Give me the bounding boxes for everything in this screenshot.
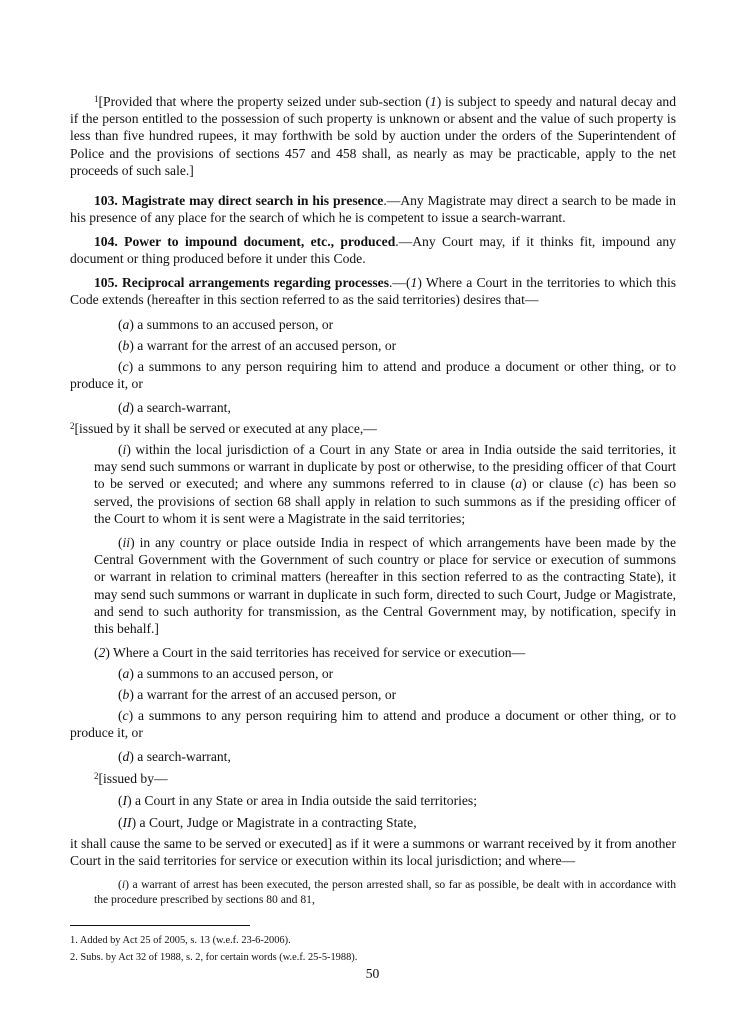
clause-small-i: (i) a warrant of arrest has been executed, the person arrested shall, so far as possible, be dealt with in accordance with the procedure prescribed by sections 80 and 81, — [94, 878, 676, 906]
issued-by: $^2$[issued by— — [94, 771, 168, 786]
footnote-marker: 2 — [70, 421, 75, 431]
footnote-marker: 2 — [94, 771, 99, 781]
section-heading: 104. Power to impound document, etc., produced — [94, 234, 396, 249]
footnote-marker: 1 — [94, 94, 99, 104]
list-item: (c) a summons to any person requiring him to attend and produce a document or other thing, or to produce it, or — [70, 359, 676, 392]
list-item: (c) a summons to any person requiring him to attend and produce a document or other thing, or to produce it, or — [70, 708, 676, 741]
section-heading: 105. Reciprocal arrangements regarding processes — [94, 275, 390, 290]
footnote-divider — [70, 925, 250, 926]
list-item: (I) a Court in any State or area in India outside the said territories; — [118, 793, 477, 808]
section-heading: 103. Magistrate may direct search in his presence — [94, 193, 384, 208]
list-item: (b) a warrant for the arrest of an accused person, or — [118, 338, 397, 353]
page-number: 50 — [365, 966, 380, 981]
clause-i: (i) within the local jurisdiction of a Court in any State or area in India outside the said territories, it may send such summons or warrant in duplicate by post or otherwise, to the presiding officer of that Court to be served or executed; and where any summons referred to in clause (a) or clause (c) has been so served, the provisions of section 68 shall apply in relation to such summons as if the presiding officer of the Court to whom it is sent were a Magistrate in the said territories; — [94, 442, 676, 526]
section-103: 103. Magistrate may direct search in his presence.—Any Magistrate may direct a search to be made in his presence of any place for the search of which he is competent to issue a search-warrant. — [70, 193, 676, 226]
list-item: (b) a warrant for the arrest of an accused person, or — [118, 687, 397, 702]
footnote: 2. Subs. by Act 32 of 1988, s. 2, for certain words (w.e.f. 25-5-1988). — [70, 952, 358, 963]
list-item: (d) a search-warrant, — [118, 749, 231, 764]
footnote: 1. Added by Act 25 of 2005, s. 13 (w.e.f. 23-6-2006). — [70, 935, 291, 946]
section-104: 104. Power to impound document, etc., produced.—Any Court may, if it thinks fit, impound any document or thing produced before it under this Code. — [70, 234, 676, 267]
sub-section-2: (2) Where a Court in the said territories has received for service or execution— — [94, 645, 526, 660]
list-item: (a) a summons to an accused person, or — [118, 666, 334, 681]
list-item: (II) a Court, Judge or Magistrate in a contracting State, — [118, 815, 417, 830]
proviso-paragraph: $^1$[Provided that where the property seized under sub-section (1) is subject to speedy and natural decay and if the person entitled to the possession of such property is unknown or absent and the value of such property is less than five hundred rupees, it may forthwith be sold by auction under the orders of the Superintendent of Police and the provisions of sections 457 and 458 shall, as nearly as may be practicable, apply to the net proceeds of such sale.] — [70, 94, 676, 178]
clause-ii: (ii) in any country or place outside India in respect of which arrangements have been made by the Central Government with the Government of such country or place for service or execution of summons or warrant in relation to criminal matters (hereafter in this section referred to as the contracting State), it may send such summons or warrant in duplicate in such form, directed to such Court, Judge or Magistrate, and send to such authority for transmission, as the Central Government may, by notification, specify in this behalf.] — [94, 535, 676, 637]
list-item: (a) a summons to an accused person, or — [118, 317, 334, 332]
section-105: 105. Reciprocal arrangements regarding processes.—(1) Where a Court in the territories to which this Code extends (hereafter in this section referred to as the said territories) desires that— — [70, 275, 677, 308]
list-item: (d) a search-warrant, — [118, 400, 231, 415]
issued-clause: $^2$[issued by it shall be served or executed at any place,— — [70, 421, 377, 436]
cause-paragraph: it shall cause the same to be served or executed] as if it were a summons or warrant received by it from another Court in the said territories for service or execution within its local jurisdiction; and where— — [70, 836, 676, 869]
